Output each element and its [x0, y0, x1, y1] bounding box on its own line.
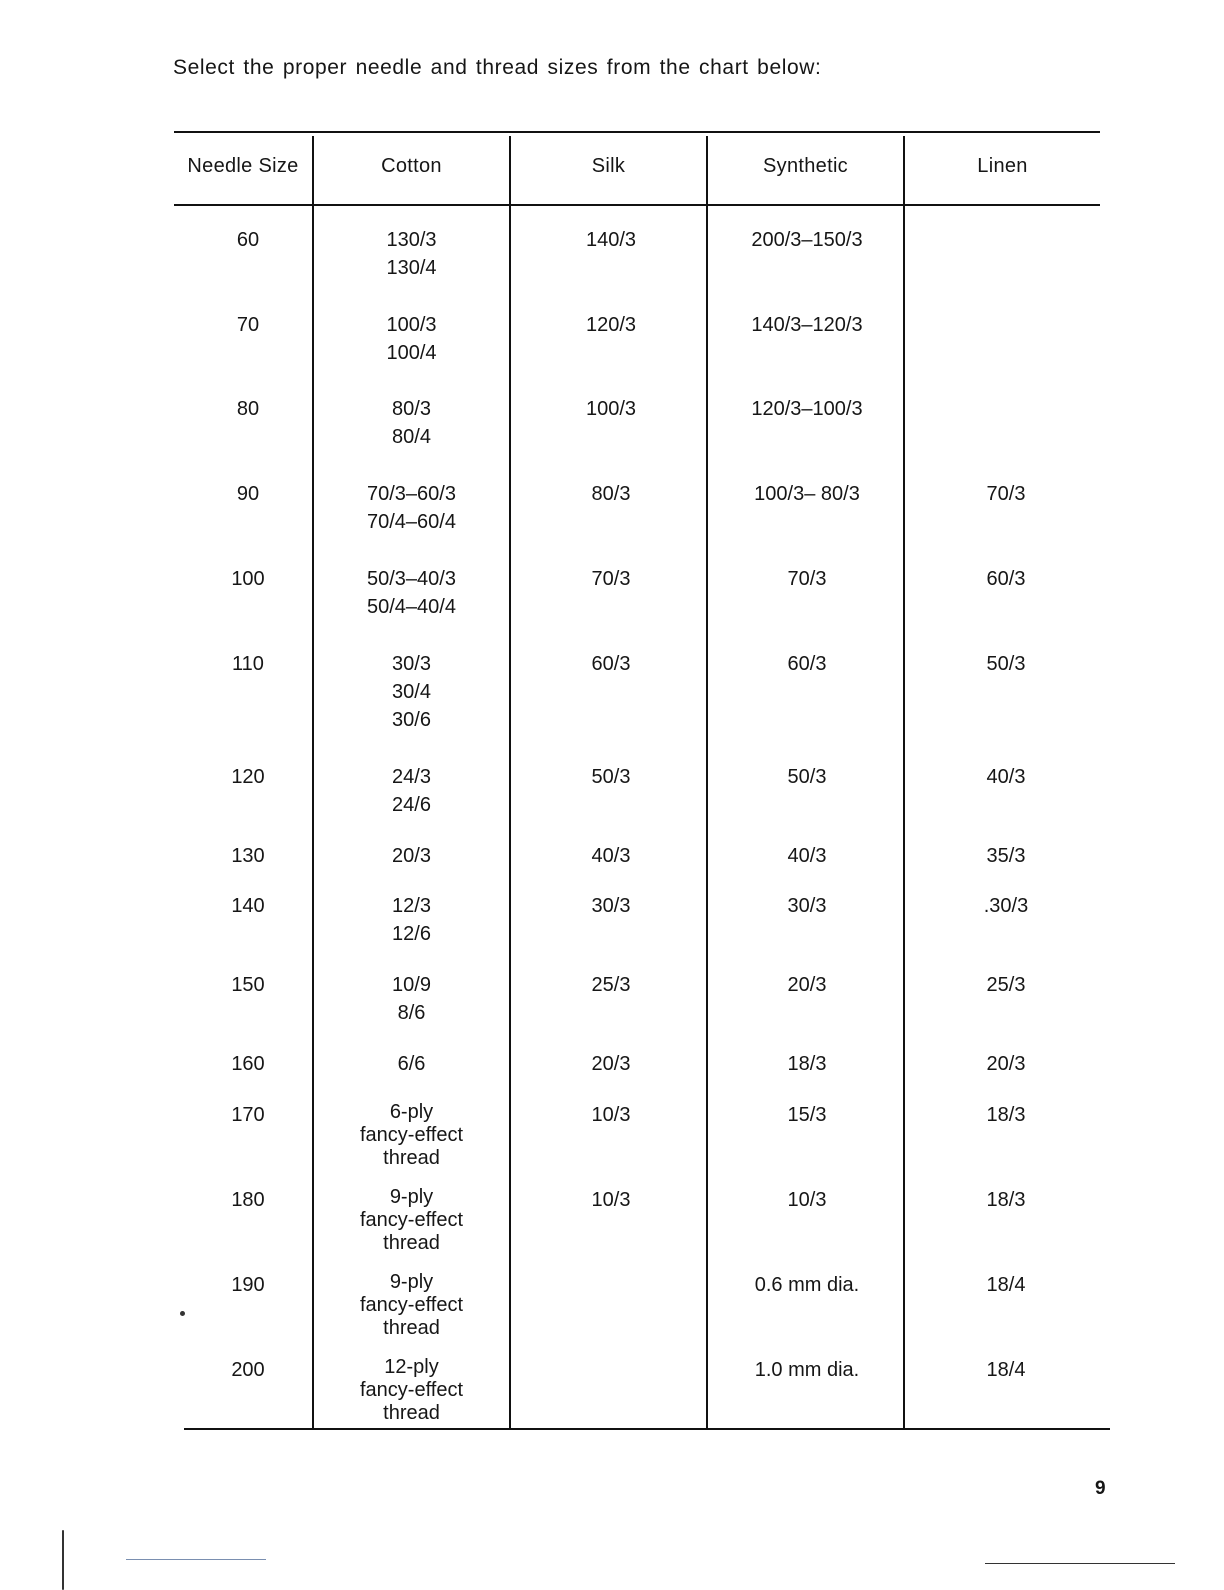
cell-needle-size: 200	[231, 1359, 265, 1381]
cell-cotton: 10/9 8/6	[392, 974, 431, 1024]
cell-silk: 40/3	[591, 845, 631, 867]
cell-synthetic: 20/3	[787, 974, 827, 996]
cell-needle-size: 100	[231, 568, 265, 590]
cell-cotton: 30/3 30/4 30/6	[392, 653, 431, 731]
cell-synthetic: 40/3	[787, 845, 827, 867]
cell-silk: 100/3	[585, 398, 637, 420]
cell-linen: 18/3	[986, 1189, 1026, 1211]
cell-needle-size: 130	[231, 845, 265, 867]
cell-needle-size: 160	[231, 1053, 265, 1075]
table-bottom-rule	[184, 1428, 1110, 1430]
cell-silk: 120/3	[585, 314, 637, 336]
cell-linen: 18/3	[986, 1104, 1026, 1126]
cell-needle-size: 90	[236, 483, 260, 505]
cell-linen: 60/3	[986, 568, 1026, 590]
cell-cotton: 9-ply fancy-effect thread	[359, 1186, 464, 1254]
cell-needle-size: 180	[231, 1189, 265, 1211]
cell-linen: 70/3	[986, 483, 1026, 505]
cell-cotton: 20/3	[392, 845, 431, 867]
cell-needle-size: 120	[231, 766, 265, 788]
cell-synthetic: 200/3–150/3	[751, 229, 863, 251]
cell-cotton: 70/3–60/3 70/4–60/4	[367, 483, 456, 533]
cell-cotton: 6/6	[397, 1053, 426, 1075]
cell-linen: 20/3	[986, 1053, 1026, 1075]
cell-cotton: 6-ply fancy-effect thread	[359, 1101, 464, 1169]
cell-cotton: 130/3 130/4	[386, 229, 437, 279]
cell-synthetic: 60/3	[787, 653, 827, 675]
cell-needle-size: 170	[231, 1104, 265, 1126]
needle-thread-chart	[174, 131, 1104, 1431]
cell-silk: 25/3	[591, 974, 631, 996]
header-synthetic: Synthetic	[763, 155, 848, 177]
cell-linen: 25/3	[986, 974, 1026, 996]
cell-cotton: 80/3 80/4	[392, 398, 431, 448]
cell-synthetic: 140/3–120/3	[751, 314, 863, 336]
cell-linen: 18/4	[986, 1274, 1026, 1296]
cell-synthetic: 100/3– 80/3	[754, 483, 860, 505]
cell-synthetic: 70/3	[787, 568, 827, 590]
cell-linen: 18/4	[986, 1359, 1026, 1381]
cell-cotton: 12/3 12/6	[392, 895, 431, 945]
scan-mark	[62, 1530, 64, 1590]
cell-silk: 20/3	[591, 1053, 631, 1075]
cell-synthetic: 50/3	[787, 766, 827, 788]
cell-needle-size: 140	[231, 895, 265, 917]
intro-text: Select the proper needle and thread sizes from the chart below:	[173, 56, 822, 79]
cell-synthetic: 0.6 mm dia.	[754, 1274, 860, 1296]
cell-needle-size: 110	[232, 653, 264, 675]
cell-silk: 60/3	[591, 653, 631, 675]
cell-synthetic: 1.0 mm dia.	[754, 1359, 860, 1381]
page-number: 9	[1095, 1478, 1106, 1499]
cell-linen: 35/3	[986, 845, 1026, 867]
cell-needle-size: 190	[231, 1274, 265, 1296]
cell-needle-size: 70	[236, 314, 260, 336]
cell-synthetic: 10/3	[787, 1189, 827, 1211]
cell-synthetic: 120/3–100/3	[751, 398, 863, 420]
cell-silk: 10/3	[591, 1189, 631, 1211]
cell-linen: .30/3	[983, 895, 1029, 917]
header-needle-size: Needle Size	[187, 155, 299, 177]
cell-synthetic: 15/3	[787, 1104, 827, 1126]
cell-cotton: 12-ply fancy-effect thread	[359, 1356, 464, 1424]
footer-rule-left	[126, 1559, 266, 1560]
footer-rule-right	[985, 1563, 1175, 1564]
cell-needle-size: 80	[236, 398, 260, 420]
cell-cotton: 9-ply fancy-effect thread	[359, 1271, 464, 1339]
cell-silk: 140/3	[585, 229, 637, 251]
cell-cotton: 50/3–40/3 50/4–40/4	[367, 568, 456, 618]
cell-needle-size: 150	[231, 974, 265, 996]
cell-silk: 30/3	[591, 895, 631, 917]
cell-silk: 50/3	[591, 766, 631, 788]
table-top-rule	[174, 131, 1100, 133]
cell-silk: 10/3	[591, 1104, 631, 1126]
scan-speck	[180, 1311, 185, 1316]
header-linen: Linen	[977, 155, 1028, 177]
header-cotton: Cotton	[381, 155, 442, 177]
cell-linen: 40/3	[986, 766, 1026, 788]
cell-cotton: 100/3 100/4	[386, 314, 437, 364]
cell-cotton: 24/3 24/6	[392, 766, 431, 816]
cell-synthetic: 30/3	[787, 895, 827, 917]
cell-linen: 50/3	[986, 653, 1026, 675]
cell-silk: 80/3	[591, 483, 631, 505]
header-silk: Silk	[591, 155, 626, 177]
cell-synthetic: 18/3	[787, 1053, 827, 1075]
cell-silk: 70/3	[591, 568, 631, 590]
cell-needle-size: 60	[236, 229, 260, 251]
